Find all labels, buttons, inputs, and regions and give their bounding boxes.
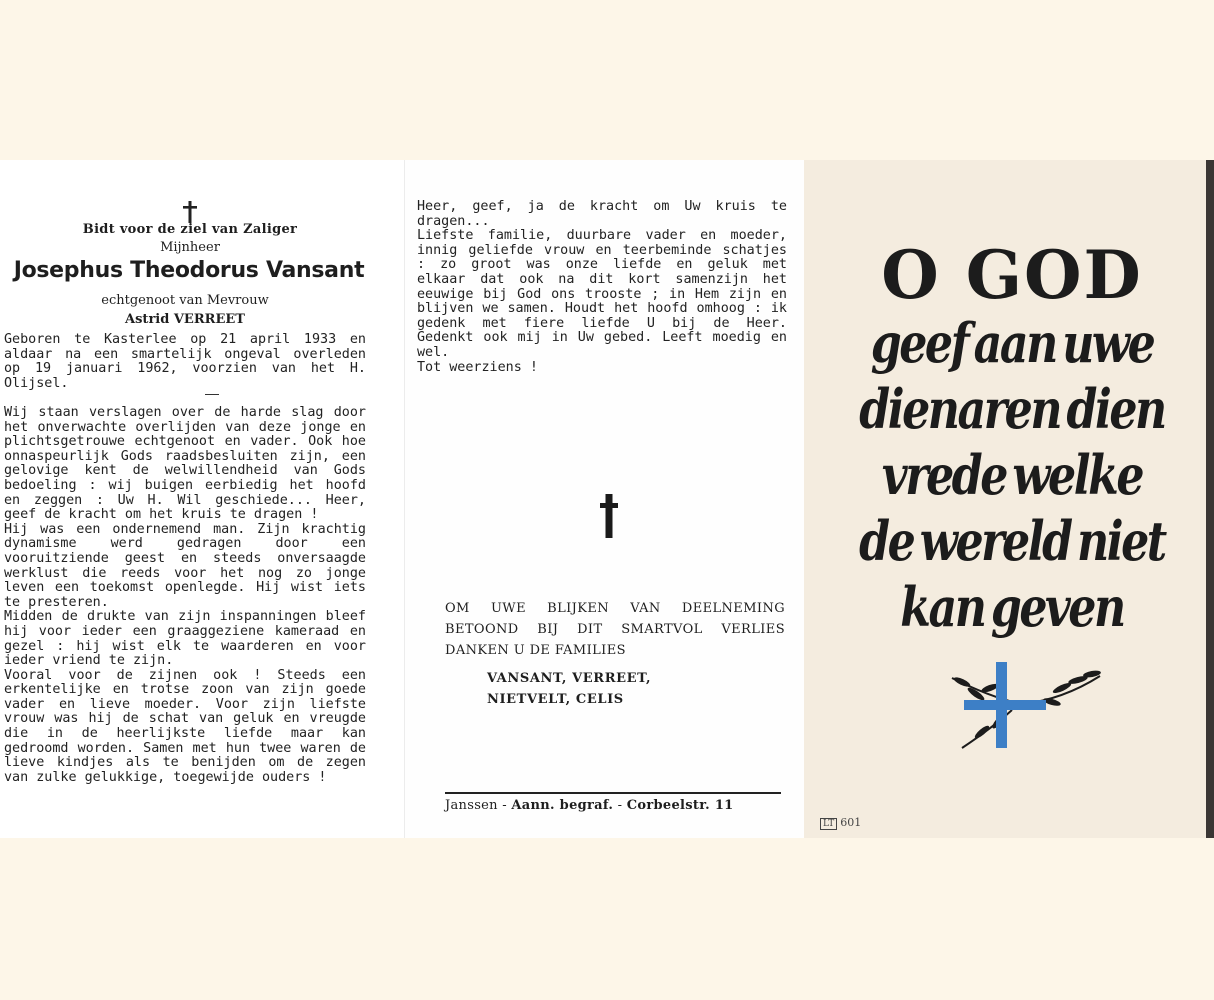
printer-separator: - <box>617 798 623 813</box>
spouse-name: Astrid VERREET <box>125 312 245 327</box>
family-names-line: VANSANT, VERREET, <box>487 671 652 686</box>
printer-logo: LT <box>820 818 837 830</box>
cross-with-olive-branch-icon <box>932 658 1112 754</box>
eulogy-paragraph: Wij staan verslagen over de harde slag door het onverwachte overlijden van deze jonge en plichtsgetrouwe echtgenoot en vader. Ook hoe onnaspeurlijk Gods raadsbesluiten zijn, een gelovige kent de welwillendheid van Gods bedoeling : wij buigen eerbiedig het hoofd en zeggen : Uw H. Wil geschiede... Heer, geef de kracht om het kruis te dragen ! <box>4 405 366 523</box>
printer-trade: Aann. begraf. <box>511 798 614 813</box>
verse-line: geef aan uwe <box>870 311 1154 375</box>
print-number: 601 <box>840 816 862 829</box>
spouse-label: echtgenoot van Mevrouw <box>101 293 269 308</box>
divider <box>205 394 219 395</box>
eulogy-paragraph: Midden de drukte van zijn inspanningen bleef hij voor ieder een graaggeziene kameraad en gezel : hij wist elk te waarderen en voor ieder vriend te zijn. <box>4 609 366 669</box>
printer-line <box>445 798 785 813</box>
thanks-text: OM UWE BLIJKEN VAN DEELNEMING BETOOND BIJ DIT SMARTVOL VERLIES DANKEN U DE FAMILIES <box>445 601 785 658</box>
printer-name: Janssen <box>445 798 498 813</box>
footer-rule <box>445 792 781 794</box>
black-cross-icon <box>597 492 621 540</box>
printer-separator: - <box>502 798 507 813</box>
eulogy-paragraph: Hij was een ondernemend man. Zijn krachtig dynamisme werd gedragen door een vooruitziende geest en steeds onversaagde werklust die reeds voor het nog zo jonge leven een toekomst openlegde. Hij wist iets te presteren. <box>4 521 366 610</box>
verse <box>824 236 1200 640</box>
farewell-line: Heer, geef, ja de kracht om Uw kruis te dragen... <box>417 199 787 229</box>
eulogy-text <box>4 406 366 785</box>
verse-line: O GOD <box>881 236 1143 314</box>
prayer-heading: Bidt voor de ziel van Zaliger <box>82 222 298 237</box>
verse-line: de wereld niet <box>859 509 1165 573</box>
farewell-text <box>417 200 787 375</box>
memorial-card <box>0 160 1214 838</box>
printer-address: Corbeelstr. 11 <box>626 798 734 813</box>
verse-line: dienaren dien <box>859 377 1165 441</box>
family-names-line: NIETVELT, CELIS <box>487 692 624 707</box>
cross-icon <box>178 200 202 224</box>
middle-panel <box>404 160 805 838</box>
birth-death-text: Geboren te Kasterlee op 21 april 1933 en aldaar na een smartelijk ongeval overleden op 19 januari 1962, voorzien van het H. Olijsel. <box>4 332 366 391</box>
family-names <box>487 668 787 710</box>
left-panel <box>0 160 404 838</box>
eulogy-paragraph: Vooral voor de zijnen ook ! Steeds een erkentelijke en trotse zoon van zijn goede vader en lieve moeder. Voor zijn liefste vrouw was hij de schat van geluk en vreugde die in de heerlijkste liefde maar kan gedroomd worden. Samen met hun twee waren de lieve kindjes als te benijden om de zegen van zulke gelukkige, toegewijde ouders ! <box>4 667 366 785</box>
printer-mark <box>820 816 861 830</box>
card-edge <box>1206 160 1214 838</box>
title-mijnheer: Mijnheer <box>160 240 220 255</box>
farewell-closing: Tot weerziens ! <box>417 359 538 375</box>
verse-line: vrede welke <box>881 443 1143 507</box>
verse-line: kan geven <box>900 575 1124 639</box>
deceased-name: Josephus Theodorus Vansant <box>13 258 365 283</box>
farewell-paragraph: Liefste familie, duurbare vader en moeder, innig geliefde vrouw en teerbeminde schatjes : zo groot was onze liefde en geluk met elkaar dat ook na dit kort samenzijn het eeuwige bij God ons trooste ; in Hem zijn en blijven we samen. Houdt het hoofd omhoog : ik gedenk met fiere liefde U bij de Heer. Gedenkt ook mij in Uw gebed. Leeft moedig en wel. <box>417 228 787 360</box>
right-panel <box>804 160 1206 838</box>
